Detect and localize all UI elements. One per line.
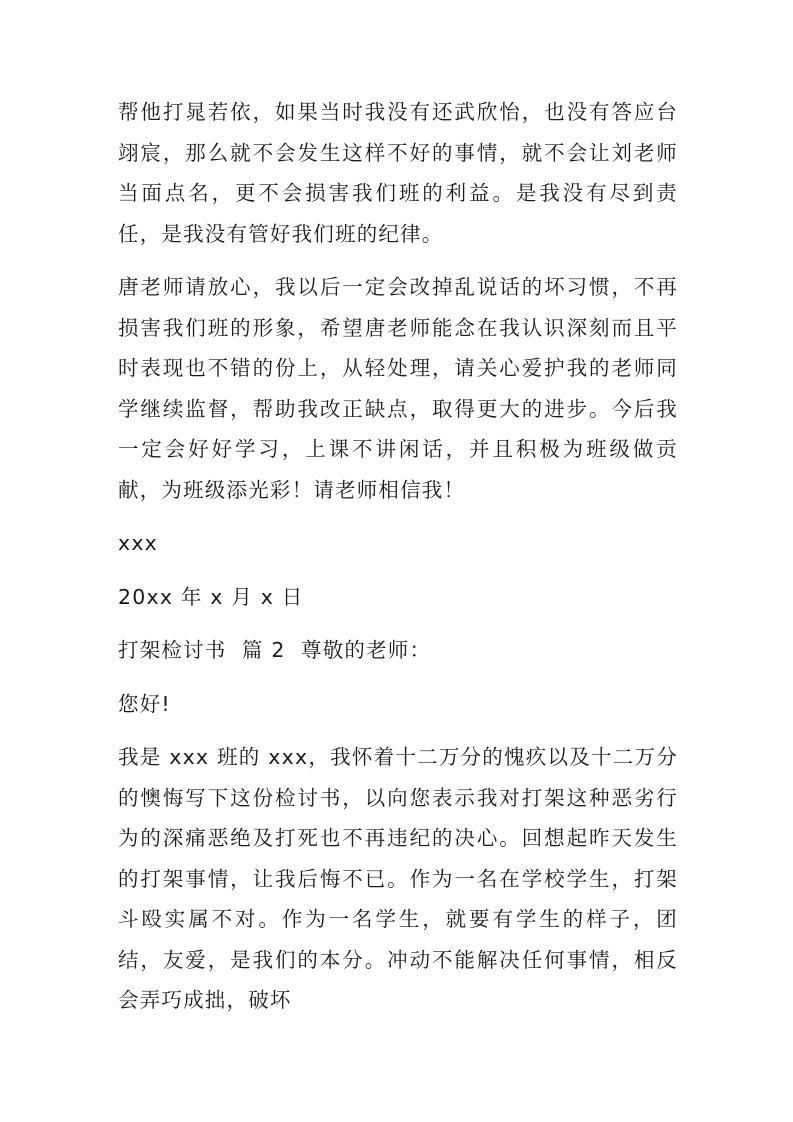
paragraph-2: 唐老师请放心，我以后一定会改掉乱说话的坏习惯，不再损害我们班的形象，希望唐老师能念在我认识深刻而且平时表现也不错的份上，从轻处理，请关心爱护我的老师同学继续监督，帮助我改正缺点，取得更大的进步。今后我一定会好好学习，上课不讲闲话，并且积极为班级做贡献，为班级添光彩！请老师相信我！: [118, 275, 678, 502]
signature-name: xxx: [118, 531, 158, 555]
document-page: [118, 92, 678, 1021]
paragraph-3: 我是 xxx 班的 xxx，我怀着十二万分的愧疚以及十二万分的懊悔写下这份检讨书，以向您表示我对打架这种恶劣行为的深痛恶绝及打死也不再违纪的决心。回想起昨天发生的打架事情，让我后悔不已。作为一名在学校学生，打架斗殴实属不对。作为一名学生，就要有学生的样子，团结，友爱，是我们的本分。冲动不能解决任何事情，相反会弄巧成拙，破坏: [118, 745, 678, 1012]
signature-date: 20xx 年 x 月 x 日: [118, 584, 304, 609]
paragraph-1: 帮他打晁若依，如果当时我没有还武欣怡，也没有答应台翊宸，那么就不会发生这样不好的事情，就不会让刘老师当面点名，更不会损害我们班的利益。是我没有尽到责任，是我没有管好我们班的纪律。: [118, 100, 678, 246]
greeting: 您好!: [118, 691, 171, 716]
section-heading: 打架检讨书 篇 2 尊敬的老师：: [118, 638, 432, 662]
